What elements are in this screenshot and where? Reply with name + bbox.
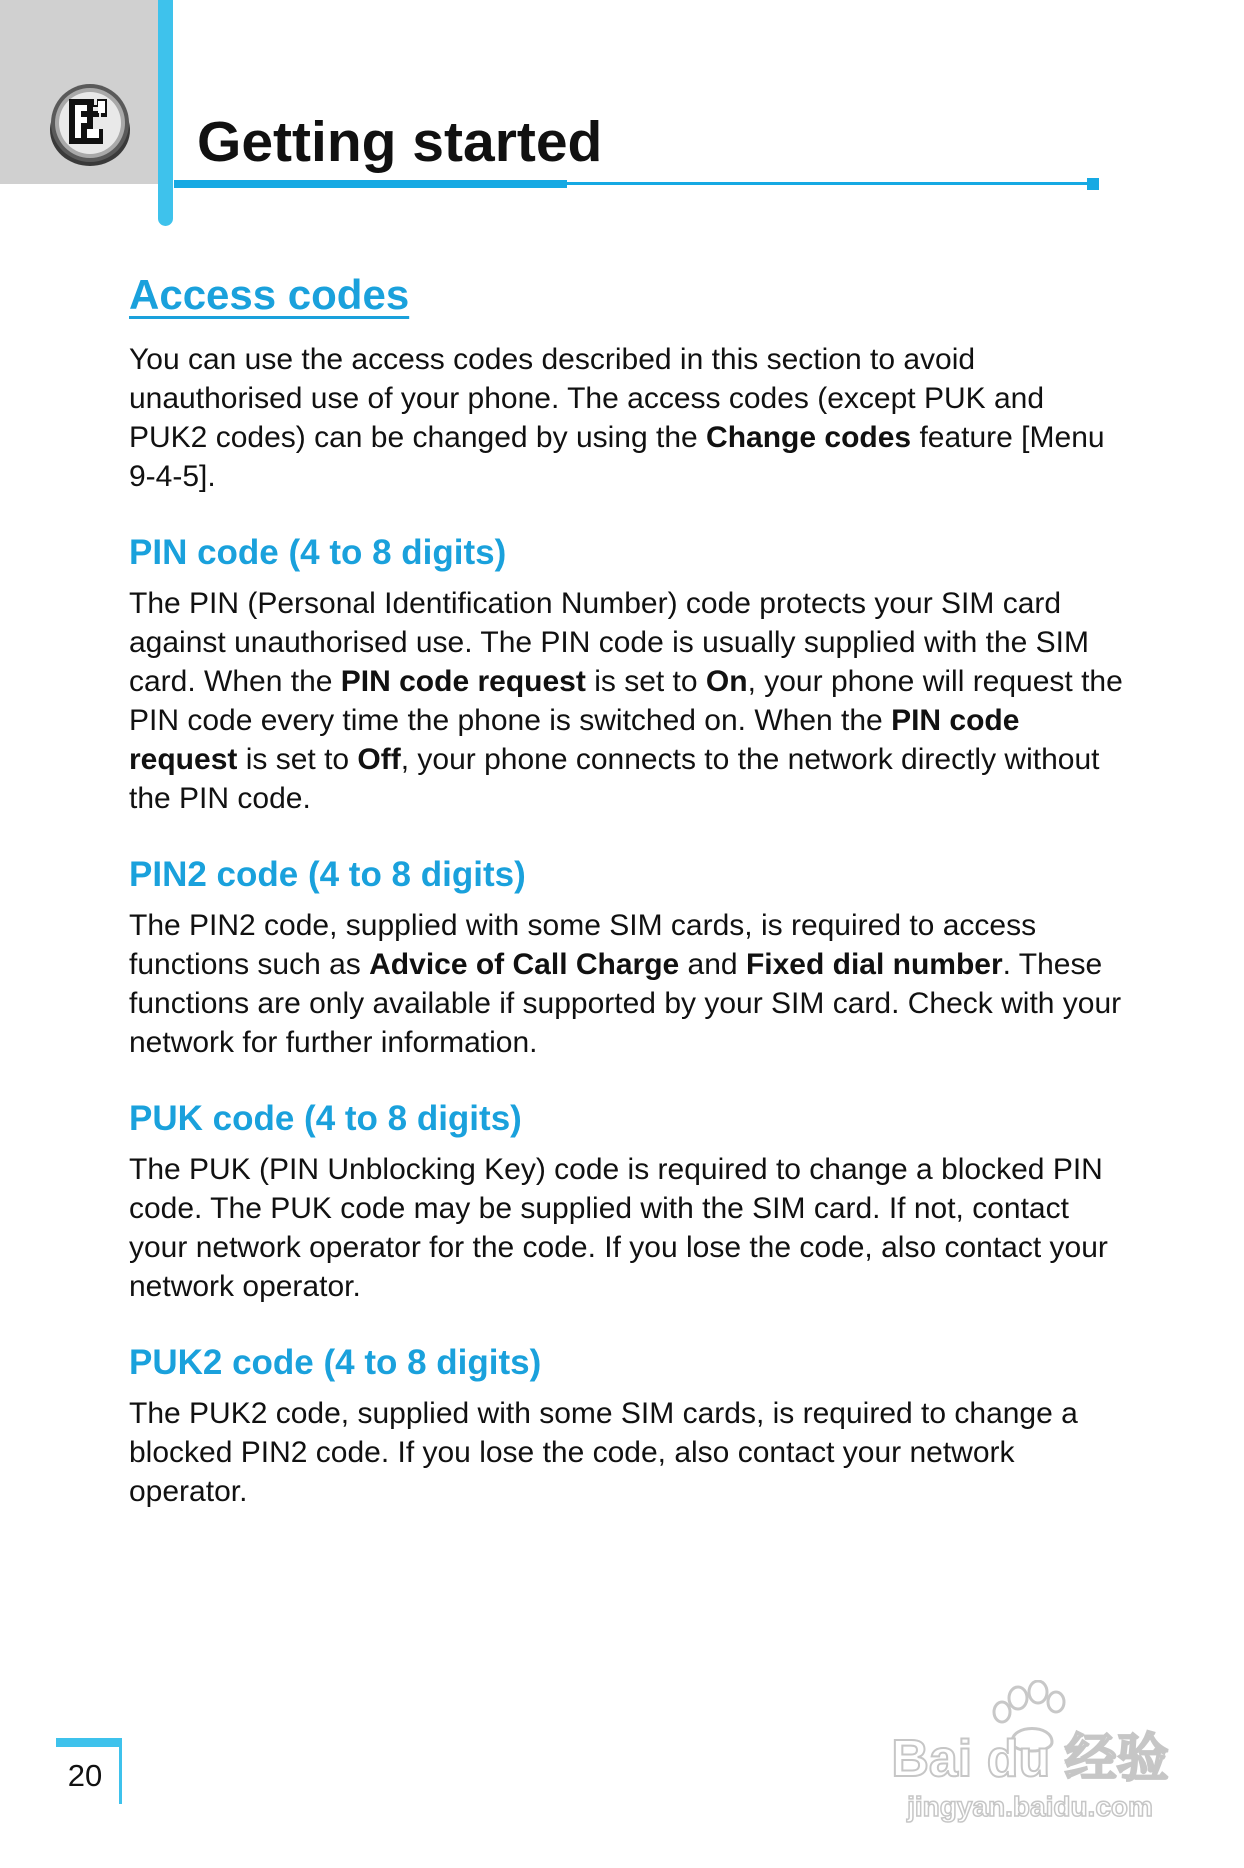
- main-content: [129, 270, 1129, 1511]
- intro-text-1: You can use the access codes described in this section to avoid unauthorised use of your phone. The access codes (except PUK and PUK2 codes) can be changed by using the: [129, 343, 1045, 454]
- pin2-bold-advice-of-call-charge: Advice of Call Charge: [369, 948, 680, 981]
- pin-bold-pin-code-request-2: PIN code request: [129, 704, 1020, 776]
- pin-text-5: , your phone connects to the network directly without the PIN code.: [129, 743, 1100, 815]
- chapter-vertical-bar: [158, 0, 173, 226]
- pin2-text-3: . These functions are only available if supported by your SIM card. Check with your network for further information.: [129, 948, 1122, 1059]
- watermark-url: jingyan.baidu.com: [907, 1791, 1153, 1822]
- pin-paragraph: [129, 584, 1129, 818]
- pin2-text-2: and: [679, 948, 746, 981]
- heading-puk2-code: PUK2 code (4 to 8 digits): [129, 1343, 542, 1382]
- pin2-paragraph: [129, 906, 1129, 1062]
- section-title-access-codes: Access codes: [129, 271, 410, 318]
- puk-text-1: The PUK (PIN Unblocking Key) code is required to change a blocked PIN code. The PUK code may be supplied with the SIM card. If not, contact your network operator for the code. If you lose the code, also contact your network operator.: [129, 1153, 1108, 1303]
- chapter-phone-icon: [45, 80, 135, 170]
- pin2-text-1: The PIN2 code, supplied with some SIM cards, is required to access functions such as: [129, 909, 1037, 981]
- pin-bold-pin-code-request: PIN code request: [340, 665, 586, 698]
- puk-paragraph: [129, 1150, 1129, 1306]
- title-rule-end-square: [1087, 178, 1099, 190]
- pin2-bold-fixed-dial-number: Fixed dial number: [745, 948, 1003, 981]
- pin-bold-on: On: [705, 665, 748, 698]
- pin-text-3: , your phone will request the PIN code every time the phone is switched on. When the: [129, 665, 1123, 737]
- puk2-text-1: The PUK2 code, supplied with some SIM cards, is required to change a blocked PIN2 code. If you lose the code, also contact your network operator.: [129, 1397, 1078, 1508]
- watermark-brand: Bai du 经验: [891, 1730, 1169, 1788]
- pin-text-1: The PIN (Personal Identification Number) code protects your SIM card against unauthorised use. The PIN code is usually supplied with the SIM card. When the: [129, 587, 1089, 698]
- title-rule-thin: [567, 182, 1089, 185]
- pin-text-4: is set to: [237, 743, 358, 776]
- page-number: 20: [67, 1758, 103, 1793]
- heading-puk-code: PUK code (4 to 8 digits): [129, 1099, 522, 1138]
- pin-text-2: is set to: [585, 665, 706, 698]
- intro-text-2: feature [Menu 9-4-5].: [129, 421, 1105, 493]
- heading-pin-code: PIN code (4 to 8 digits): [129, 533, 507, 572]
- baidu-jingyan-watermark: [880, 1680, 1180, 1825]
- heading-pin2-code: PIN2 code (4 to 8 digits): [129, 855, 526, 894]
- pin-bold-off: Off: [357, 743, 401, 776]
- chapter-title: Getting started: [197, 110, 603, 174]
- title-rule-thick: [174, 180, 567, 188]
- intro-bold-change-codes: Change codes: [706, 421, 912, 454]
- intro-paragraph: [129, 340, 1129, 496]
- puk2-paragraph: [129, 1394, 1129, 1511]
